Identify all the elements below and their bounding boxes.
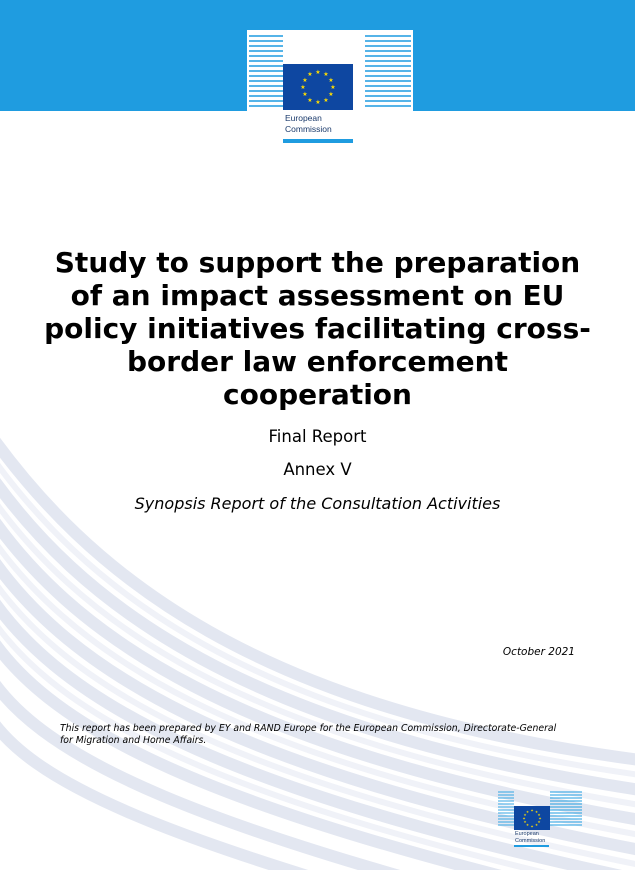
svg-text:★: ★ (523, 813, 527, 817)
svg-text:★: ★ (525, 823, 530, 827)
svg-text:★: ★ (530, 824, 534, 829)
svg-text:★: ★ (523, 820, 527, 824)
svg-text:★: ★ (538, 816, 542, 821)
svg-text:★: ★ (315, 69, 321, 76)
logo-wordmark (285, 113, 332, 135)
svg-text:★: ★ (537, 820, 541, 824)
svg-text:★: ★ (537, 813, 541, 817)
svg-text:★: ★ (328, 77, 334, 84)
document-subtitle: Synopsis Report of the Consultation Activities (134, 494, 501, 513)
svg-text:★: ★ (323, 71, 329, 78)
svg-text:★: ★ (315, 99, 321, 106)
logo-text-line2: Commission (285, 124, 332, 134)
logo-small-wordmark (515, 831, 545, 844)
report-type: Final Report (268, 427, 367, 446)
svg-text:★: ★ (534, 823, 539, 827)
european-commission-logo-small (498, 786, 582, 834)
annex-label: Annex V (283, 460, 352, 479)
document-title: Study to support the preparation of an impact assessment on EU policy initiatives facilitating cross-border law enforcement cooperation (44, 246, 591, 411)
prepared-by-note: This report has been prepared by EY and RAND Europe for the European Commission, Directorate-General for Migration and Home Affairs. (60, 723, 557, 746)
svg-text:★: ★ (302, 91, 308, 98)
logo-underline (283, 139, 353, 143)
svg-text:★: ★ (534, 810, 539, 814)
svg-text:★: ★ (302, 77, 308, 84)
svg-text:★: ★ (328, 91, 334, 98)
svg-text:★: ★ (307, 71, 313, 78)
svg-text:★: ★ (307, 97, 313, 104)
svg-text:★: ★ (330, 84, 336, 91)
logo-small-text-line1: European (515, 831, 539, 837)
publication-date: October 2021 (502, 646, 575, 658)
svg-text:★: ★ (525, 810, 530, 814)
svg-text:★: ★ (530, 808, 534, 813)
svg-text:★: ★ (300, 84, 306, 91)
svg-text:★: ★ (522, 816, 526, 821)
logo-small-underline (514, 845, 549, 847)
logo-small-text-line2: Commission (515, 837, 546, 844)
logo-text-line1: European (285, 113, 322, 123)
svg-text:★: ★ (323, 97, 329, 104)
